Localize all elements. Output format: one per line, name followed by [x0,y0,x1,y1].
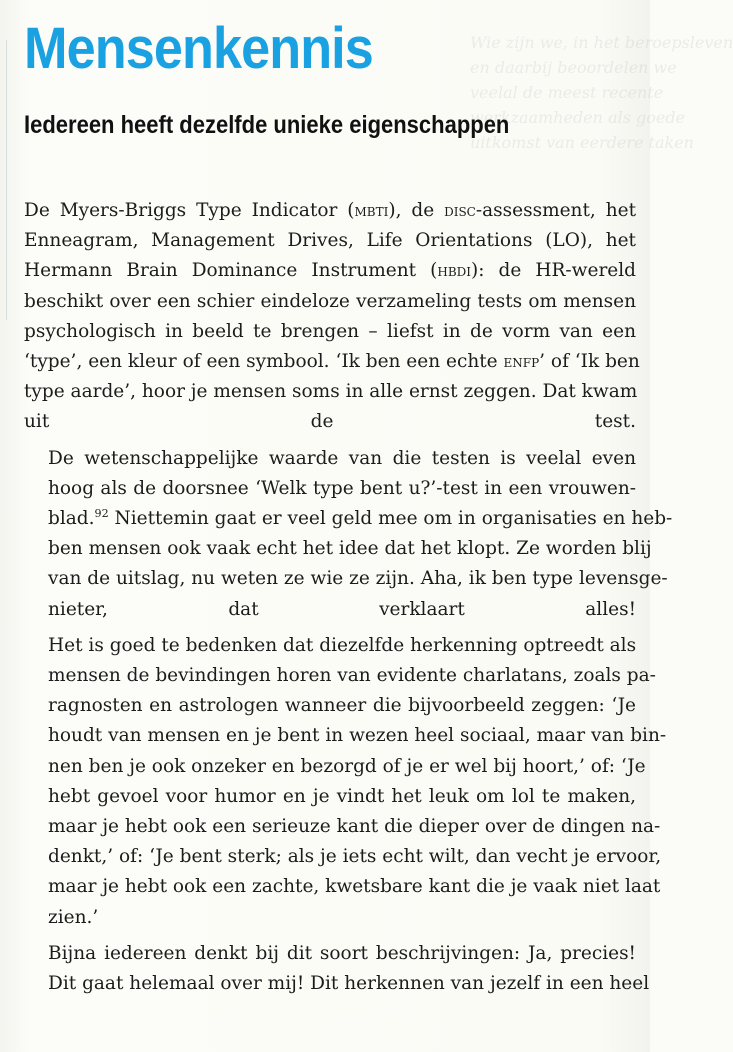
page-margin-rule [6,40,7,320]
text-line: De Myers-Briggs Type Indicator (mbti), de disc-assessment, het [24,200,636,221]
paragraph [24,444,673,625]
text-line: hoog als de doorsnee ‘Welk type bent u?’-test in een vrouwen- [48,477,636,499]
text-line: denkt,’ of: ‘Je bent sterk; als je iets echt wilt, dan vecht je ervoor, [48,846,662,868]
text-line: blad.$^{92}$ Niettemin gaat er veel geld mee om in organisaties en heb- [48,506,673,530]
text-line: Enneagram, Management Drives, Life Orientations (LO), het [24,230,636,252]
text-line: nen ben je ook onzeker en bezorgd of je er wel bij hoort,’ of: ‘Je [48,755,646,777]
text-line: Dit gaat helemaal over mij! Dit herkennen van jezelf in een heel [48,973,650,995]
text-line: maar je hebt ook een serieuze kant die dieper over de dingen na- [48,816,661,838]
text-line: ‘type’, een kleur of een symbool. ‘Ik ben een echte enfp’ of ‘Ik ben [24,351,640,373]
text-line: ben mensen ook vaak echt het idee dat het klopt. Ze worden blij [48,538,652,560]
chapter-subtitle: Iedereen heeft dezelfde unieke eigenschappen [24,111,510,139]
acronym: enfp [503,352,540,373]
acronym: mbti [354,201,389,221]
text-line: uit de test. [24,411,636,433]
text-line: Hermann Brain Dominance Instrument (hbdi): de HR-wereld [24,260,636,282]
paragraph [24,196,640,438]
text-line: van de uitslag, nu weten ze wie ze zijn. Aha, ik ben type levensge- [48,568,668,590]
paragraph [24,939,650,999]
text-line: maar je hebt ook een zachte, kwetsbare kant die je vaak niet laat [48,876,661,898]
acronym: disc [444,201,476,221]
text-line: ragnosten en astrologen wanneer die bijvoorbeeld zeggen: ‘Je [48,695,636,717]
text-line: mensen de bevindingen horen van evidente charlatans, zoals pa- [48,665,656,687]
text-line: Bijna iedereen denkt bij dit soort beschrijvingen: Ja, precies! [48,942,636,964]
footnote-ref: 92 [94,506,109,520]
body-text [24,196,673,1005]
text-line: houdt van mensen en je bent in wezen heel sociaal, maar van bin- [48,725,667,747]
show-through-text: Wie zijn we, in het beroepsleven en daarbij beoordelen we veelal de meest recente werkzaamheden als goede uitkomst van eerdere taken [470,33,733,152]
text-line: Het is goed te bedenken dat diezelfde herkenning optreedt als [48,634,637,656]
text-line: nieter, dat verklaart alles! [48,598,636,620]
text-line: beschikt over een schier eindeloze verzameling tests om mensen [24,290,636,312]
acronym: hbdi [437,261,472,282]
text-line: zien.’ [48,906,99,928]
text-line: hebt gevoel voor humor en je vindt het leuk om lol te maken, [48,785,636,807]
text-line: psychologisch in beeld te brengen – liefst in de vorm van een [24,320,636,342]
text-line: De wetenschappelijke waarde van die testen is veelal even [48,447,636,469]
paragraph [24,631,667,933]
chapter-title: Mensenkennis [24,16,373,81]
text-line: type aarde’, hoor je mensen soms in alle ernst zeggen. Dat kwam [24,381,638,403]
